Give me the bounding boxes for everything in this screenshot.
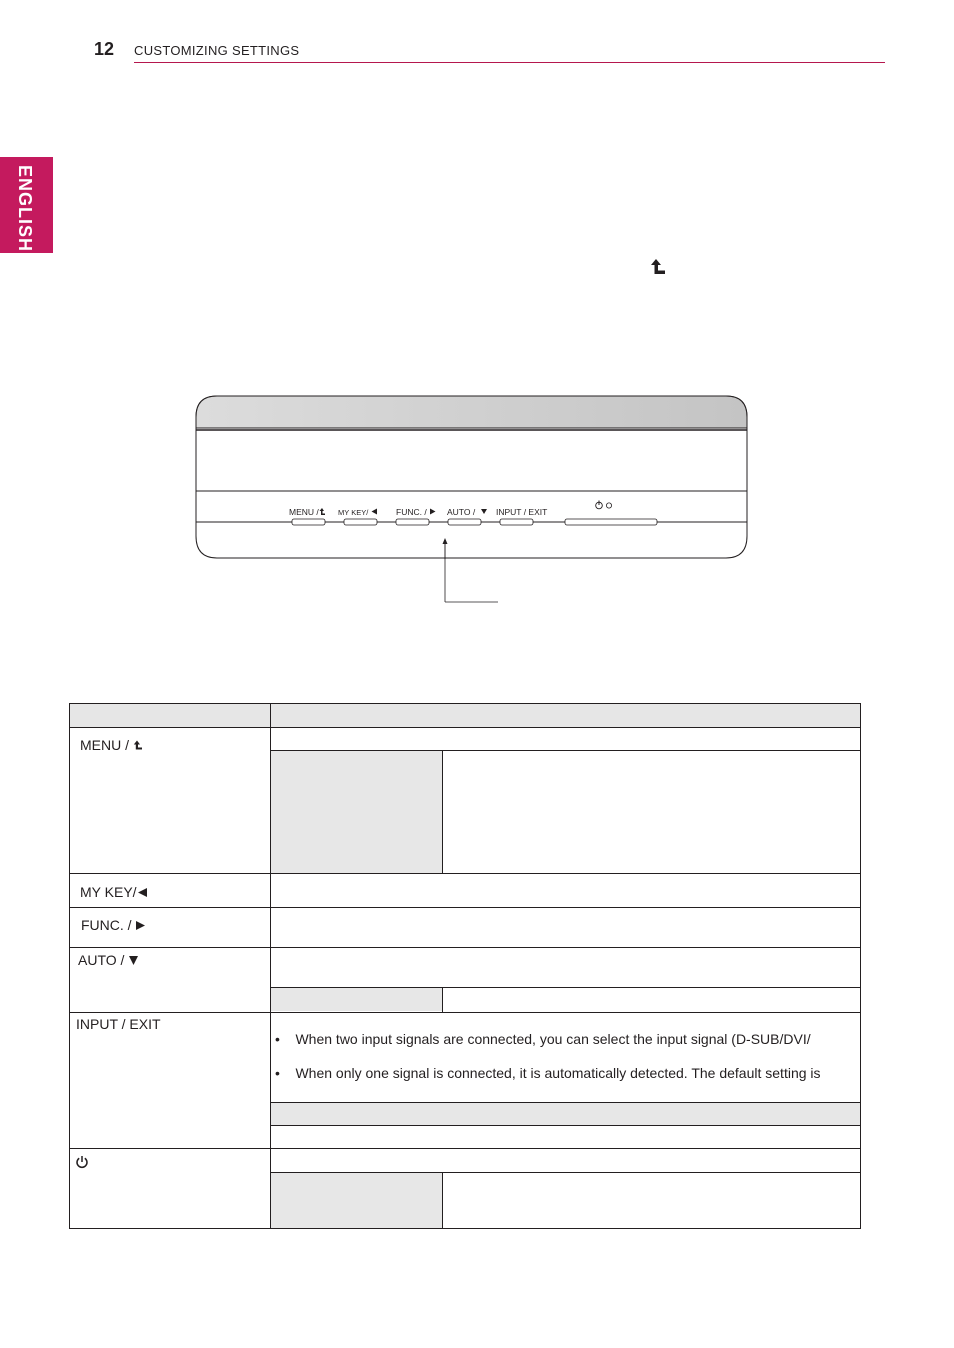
panel-label-mykey: MY KEY/ bbox=[338, 508, 369, 517]
return-arrow-icon bbox=[649, 257, 667, 277]
table-row-input: INPUT / EXIT bbox=[76, 1016, 161, 1032]
auto-subcell bbox=[271, 988, 443, 1011]
header-rule bbox=[134, 62, 885, 63]
return-arrow-icon bbox=[133, 740, 143, 751]
table-row-power bbox=[75, 1155, 89, 1172]
left-triangle-icon bbox=[137, 887, 148, 898]
callout-leader bbox=[440, 538, 502, 606]
power-icon bbox=[75, 1155, 89, 1169]
panel-label-menu: MENU / bbox=[289, 507, 319, 517]
panel-label-auto: AUTO / bbox=[447, 507, 476, 517]
page-number: 12 bbox=[94, 39, 115, 59]
section-title: CUSTOMIZING SETTINGS bbox=[134, 43, 300, 58]
table-row-func: FUNC. / bbox=[81, 917, 146, 933]
language-tab bbox=[0, 157, 53, 253]
button-function-table bbox=[69, 703, 861, 1229]
table-row-auto: AUTO / bbox=[78, 952, 139, 968]
panel-label-func: FUNC. / bbox=[396, 507, 427, 517]
right-triangle-icon bbox=[135, 920, 146, 931]
panel-label-input: INPUT / EXIT bbox=[496, 507, 548, 517]
input-subheader bbox=[271, 1103, 860, 1125]
table-header bbox=[70, 704, 860, 728]
language-tab-label: ENGLISH bbox=[15, 165, 35, 253]
down-triangle-icon bbox=[128, 955, 139, 966]
table-row-mykey: MY KEY/ bbox=[80, 884, 148, 900]
menu-subcell bbox=[271, 751, 443, 873]
table-row-menu: MENU / bbox=[80, 737, 143, 753]
monitor-front-panel bbox=[195, 395, 748, 559]
power-subcell bbox=[271, 1173, 443, 1228]
input-bullet-2: • When only one signal is connected, it is automatically detected. The default setting is bbox=[275, 1065, 821, 1081]
input-bullet-1: • When two input signals are connected, you can select the input signal (D-SUB/DVI/ bbox=[275, 1031, 811, 1047]
